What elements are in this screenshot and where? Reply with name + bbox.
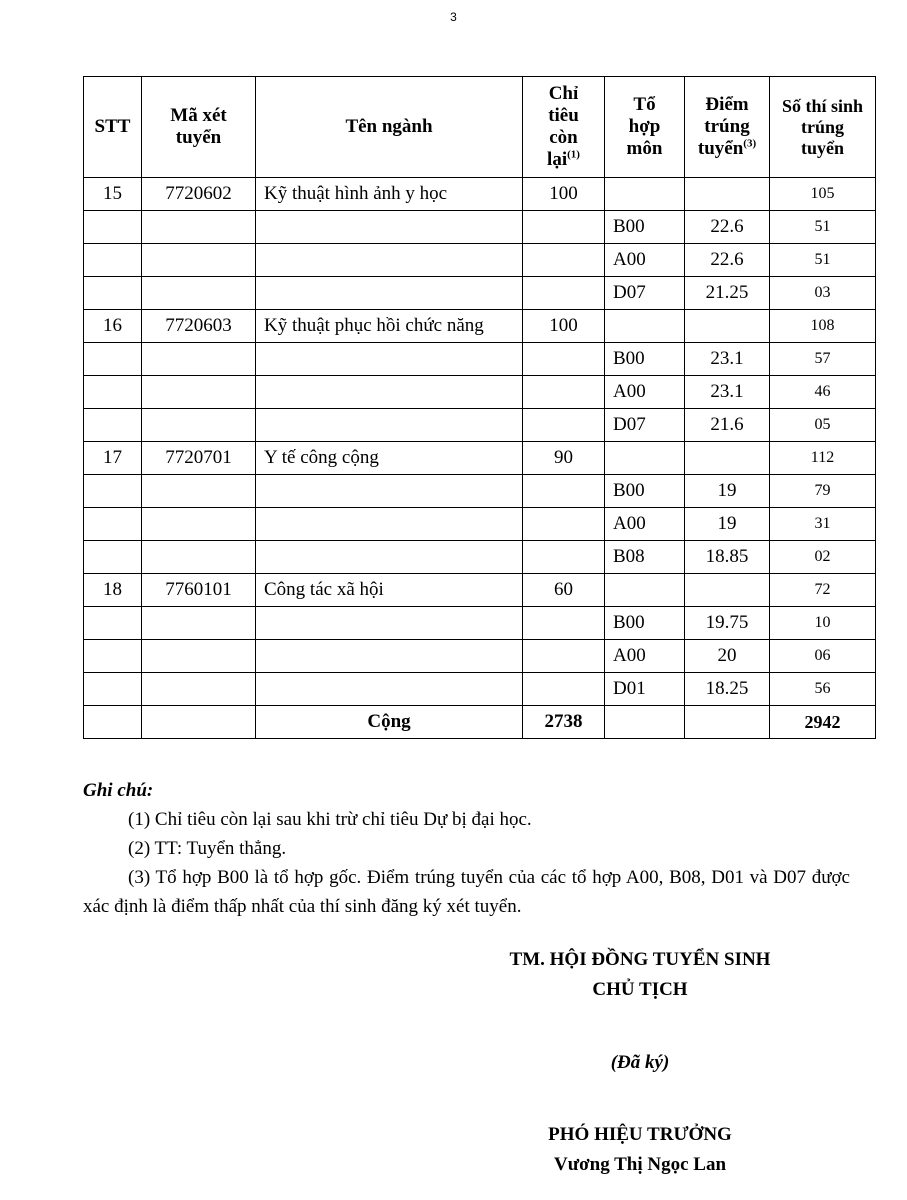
cell-stt bbox=[84, 475, 142, 508]
cell-score: 20 bbox=[685, 640, 770, 673]
cell-stt: 15 bbox=[84, 178, 142, 211]
table-row bbox=[84, 310, 876, 343]
cell-major bbox=[256, 277, 523, 310]
table-row bbox=[84, 475, 876, 508]
total-quota: 2738 bbox=[523, 706, 605, 739]
table-row bbox=[84, 673, 876, 706]
cell-combo bbox=[605, 442, 685, 475]
cell-score: 22.6 bbox=[685, 211, 770, 244]
cell-stt: 18 bbox=[84, 574, 142, 607]
cell-count: 57 bbox=[770, 343, 876, 376]
cell-major bbox=[256, 343, 523, 376]
cell-major bbox=[256, 244, 523, 277]
notes-heading: Ghi chú: bbox=[83, 780, 154, 801]
cell-quota bbox=[523, 508, 605, 541]
cell-score: 23.1 bbox=[685, 343, 770, 376]
cell-stt bbox=[84, 409, 142, 442]
table-row bbox=[84, 244, 876, 277]
header-quota: Chỉ tiêu còn lại$^{(1)}$ bbox=[523, 77, 605, 178]
cell-combo bbox=[605, 574, 685, 607]
cell-score: 21.25 bbox=[685, 277, 770, 310]
cell-stt bbox=[84, 244, 142, 277]
cell-quota bbox=[523, 640, 605, 673]
cell-count: 108 bbox=[770, 310, 876, 343]
cell-code: 7720603 bbox=[142, 310, 256, 343]
cell-code bbox=[142, 343, 256, 376]
cell-quota bbox=[523, 211, 605, 244]
note-item: (3) Tổ hợp B00 là tổ hợp gốc. Điểm trúng tuyển của các tổ hợp A00, B08, D01 và D07 được xác định là điểm thấp nhất của thí sinh đăng ký xét tuyển. bbox=[83, 867, 850, 917]
cell-major bbox=[256, 211, 523, 244]
cell-stt: 16 bbox=[84, 310, 142, 343]
table-row bbox=[84, 541, 876, 574]
signer-name: Vương Thị Ngọc Lan bbox=[553, 1154, 727, 1175]
cell-score: 23.1 bbox=[685, 376, 770, 409]
cell-major bbox=[256, 640, 523, 673]
table-row bbox=[84, 343, 876, 376]
cell-major bbox=[256, 673, 523, 706]
cell-code bbox=[142, 607, 256, 640]
cell-count: 06 bbox=[770, 640, 876, 673]
cell-quota: 60 bbox=[523, 574, 605, 607]
table-row bbox=[84, 607, 876, 640]
table-row bbox=[84, 508, 876, 541]
cell-score: 18.25 bbox=[685, 673, 770, 706]
cell-count: 02 bbox=[770, 541, 876, 574]
cell-score: 19.75 bbox=[685, 607, 770, 640]
cell-major bbox=[256, 475, 523, 508]
cell-major bbox=[256, 607, 523, 640]
cell-count: 112 bbox=[770, 442, 876, 475]
admissions-table bbox=[83, 76, 876, 739]
table-row bbox=[84, 178, 876, 211]
notes-section bbox=[83, 776, 850, 921]
cell-code bbox=[142, 277, 256, 310]
table-row bbox=[84, 211, 876, 244]
cell-combo: B00 bbox=[605, 343, 685, 376]
cell-quota: 90 bbox=[523, 442, 605, 475]
table-row bbox=[84, 442, 876, 475]
cell-stt bbox=[84, 706, 142, 739]
council-title: TM. HỘI ĐỒNG TUYỂN SINH bbox=[509, 949, 771, 970]
cell-quota bbox=[523, 541, 605, 574]
chairman-title: CHỦ TỊCH bbox=[592, 979, 688, 1000]
cell-score bbox=[685, 310, 770, 343]
cell-quota bbox=[523, 673, 605, 706]
cell-quota bbox=[523, 475, 605, 508]
cell-combo bbox=[605, 178, 685, 211]
cell-score bbox=[685, 574, 770, 607]
header-major: Tên ngành bbox=[256, 77, 523, 178]
cell-code bbox=[142, 508, 256, 541]
cell-score: 18.85 bbox=[685, 541, 770, 574]
cell-quota: 100 bbox=[523, 178, 605, 211]
cell-count: 56 bbox=[770, 673, 876, 706]
cell-combo: A00 bbox=[605, 640, 685, 673]
table-header-row bbox=[84, 77, 876, 178]
cell-combo bbox=[605, 706, 685, 739]
signed-mark: (Đã ký) bbox=[610, 1052, 670, 1073]
note-item: (2) TT: Tuyển thẳng. bbox=[128, 838, 287, 859]
cell-combo: A00 bbox=[605, 376, 685, 409]
cell-combo: D07 bbox=[605, 409, 685, 442]
cell-count: 03 bbox=[770, 277, 876, 310]
cell-code bbox=[142, 640, 256, 673]
cell-quota bbox=[523, 409, 605, 442]
cell-major: Y tế công cộng bbox=[256, 442, 523, 475]
cell-combo: B00 bbox=[605, 607, 685, 640]
cell-stt bbox=[84, 607, 142, 640]
cell-code bbox=[142, 211, 256, 244]
cell-count: 10 bbox=[770, 607, 876, 640]
table-row bbox=[84, 277, 876, 310]
total-count: 2942 bbox=[770, 706, 876, 739]
header-score: Điểm trúng tuyển$^{(3)}$ bbox=[685, 77, 770, 178]
cell-stt bbox=[84, 343, 142, 376]
cell-count: 105 bbox=[770, 178, 876, 211]
note-item: (1) Chỉ tiêu còn lại sau khi trừ chỉ tiêu Dự bị đại học. bbox=[128, 809, 532, 830]
cell-major bbox=[256, 409, 523, 442]
cell-code bbox=[142, 673, 256, 706]
cell-count: 51 bbox=[770, 244, 876, 277]
cell-combo: B00 bbox=[605, 475, 685, 508]
cell-count: 72 bbox=[770, 574, 876, 607]
cell-stt bbox=[84, 376, 142, 409]
cell-score: 19 bbox=[685, 475, 770, 508]
cell-stt bbox=[84, 508, 142, 541]
cell-combo: B08 bbox=[605, 541, 685, 574]
cell-major: Kỹ thuật hình ảnh y học bbox=[256, 178, 523, 211]
cell-combo: A00 bbox=[605, 508, 685, 541]
header-code: Mã xét tuyển bbox=[142, 77, 256, 178]
cell-quota bbox=[523, 244, 605, 277]
signer-position: PHÓ HIỆU TRƯỞNG bbox=[548, 1124, 732, 1145]
cell-quota bbox=[523, 277, 605, 310]
cell-combo: D01 bbox=[605, 673, 685, 706]
cell-code bbox=[142, 376, 256, 409]
table-row bbox=[84, 409, 876, 442]
cell-code bbox=[142, 475, 256, 508]
cell-code bbox=[142, 541, 256, 574]
cell-major bbox=[256, 508, 523, 541]
cell-combo bbox=[605, 310, 685, 343]
cell-quota bbox=[523, 376, 605, 409]
cell-score: 21.6 bbox=[685, 409, 770, 442]
header-count: Số thí sinh trúng tuyển bbox=[770, 77, 876, 178]
cell-score bbox=[685, 442, 770, 475]
cell-count: 51 bbox=[770, 211, 876, 244]
cell-score: 22.6 bbox=[685, 244, 770, 277]
page-number: 3 bbox=[450, 10, 457, 24]
total-label: Cộng bbox=[256, 706, 523, 739]
cell-quota bbox=[523, 607, 605, 640]
cell-code: 7760101 bbox=[142, 574, 256, 607]
header-combo: Tổ hợp môn bbox=[605, 77, 685, 178]
table-total-row bbox=[84, 706, 876, 739]
cell-code bbox=[142, 244, 256, 277]
cell-score bbox=[685, 178, 770, 211]
cell-stt bbox=[84, 541, 142, 574]
cell-code bbox=[142, 706, 256, 739]
table-row bbox=[84, 640, 876, 673]
cell-combo: D07 bbox=[605, 277, 685, 310]
cell-quota: 100 bbox=[523, 310, 605, 343]
cell-major: Công tác xã hội bbox=[256, 574, 523, 607]
cell-stt bbox=[84, 277, 142, 310]
header-stt: STT bbox=[84, 77, 142, 178]
cell-score: 19 bbox=[685, 508, 770, 541]
table-row bbox=[84, 574, 876, 607]
cell-major bbox=[256, 541, 523, 574]
cell-stt: 17 bbox=[84, 442, 142, 475]
cell-code: 7720602 bbox=[142, 178, 256, 211]
cell-count: 79 bbox=[770, 475, 876, 508]
cell-stt bbox=[84, 640, 142, 673]
cell-quota bbox=[523, 343, 605, 376]
cell-code: 7720701 bbox=[142, 442, 256, 475]
cell-major bbox=[256, 376, 523, 409]
cell-count: 31 bbox=[770, 508, 876, 541]
cell-stt bbox=[84, 211, 142, 244]
cell-major: Kỹ thuật phục hồi chức năng bbox=[256, 310, 523, 343]
cell-code bbox=[142, 409, 256, 442]
cell-score bbox=[685, 706, 770, 739]
table-row bbox=[84, 376, 876, 409]
cell-combo: A00 bbox=[605, 244, 685, 277]
cell-stt bbox=[84, 673, 142, 706]
cell-count: 46 bbox=[770, 376, 876, 409]
cell-count: 05 bbox=[770, 409, 876, 442]
cell-combo: B00 bbox=[605, 211, 685, 244]
